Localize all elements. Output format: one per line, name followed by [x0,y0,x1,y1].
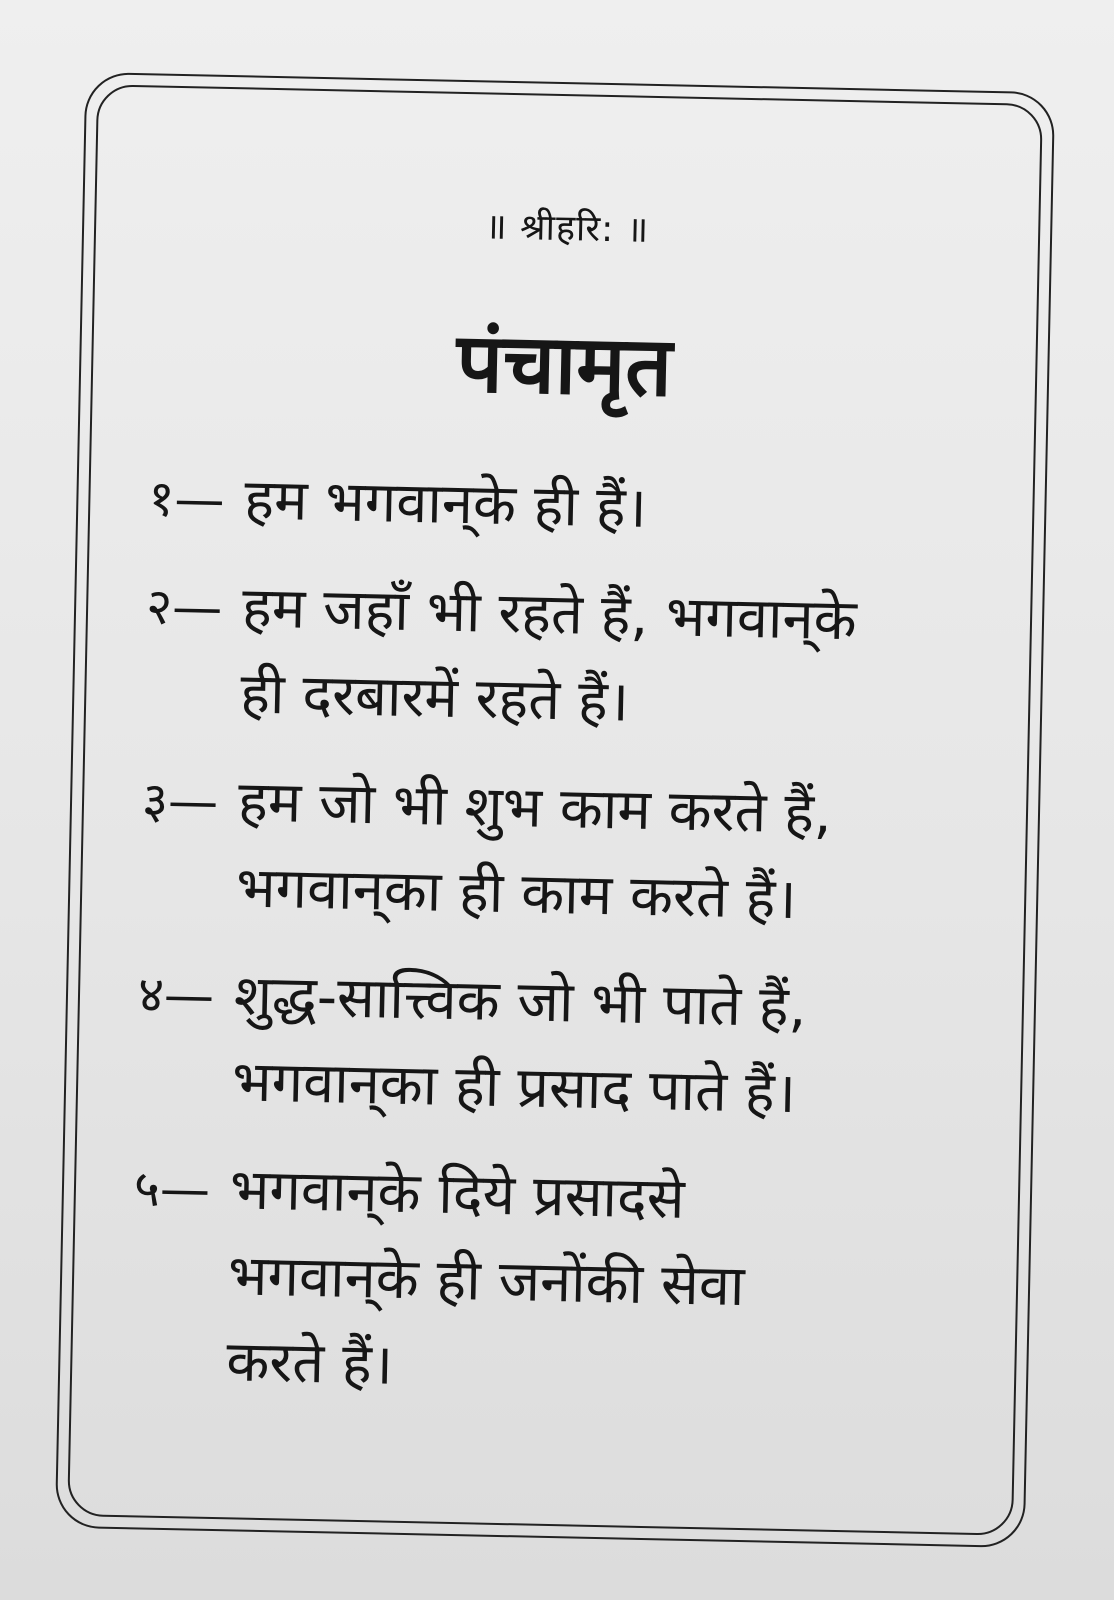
item-line: शुद्ध-सात्त्विक जो भी पाते हैं, [233,963,808,1041]
item-number: ३— [141,771,219,831]
item-line: भगवान्‌का ही प्रसाद पाते हैं। [231,1049,797,1127]
item-text [235,759,962,946]
item-text [225,1147,954,1420]
item-text [244,457,970,558]
items-list [129,455,969,1442]
card-outer-border [55,72,1055,1548]
item-line: भगवान्‌के दिये प्रसादसे [229,1157,686,1232]
item-number: ५— [133,1159,211,1219]
page-title: पंचामृत [455,315,674,416]
list-item-4 [135,951,958,1140]
item-line: भगवान्‌का ही काम करते हैं। [235,855,798,933]
card-content [57,74,1053,1546]
item-line: ही दरबारमें रहते हैं। [239,661,630,735]
item-text [239,565,966,752]
item-line: करते हैं। [225,1329,394,1398]
item-line: हम भगवान्‌के ही हैं। [243,467,648,541]
list-item-1 [148,455,970,558]
invocation-heading: ॥ श्रीहरि: ॥ [484,206,650,251]
item-line: हम जहाँ भी रहते हैं, भगवान्‌के [241,575,858,654]
item-line: हम जो भी शुभ काम करते हैं, [237,769,833,847]
item-number: ४— [137,965,215,1025]
item-number: २— [145,577,223,637]
item-number: १— [147,469,226,530]
list-item-3 [139,757,962,946]
list-item-5 [129,1145,954,1420]
item-text [231,953,958,1140]
item-line: भगवान्‌के ही जनोंकी सेवा [227,1243,746,1320]
list-item-2 [143,563,966,752]
